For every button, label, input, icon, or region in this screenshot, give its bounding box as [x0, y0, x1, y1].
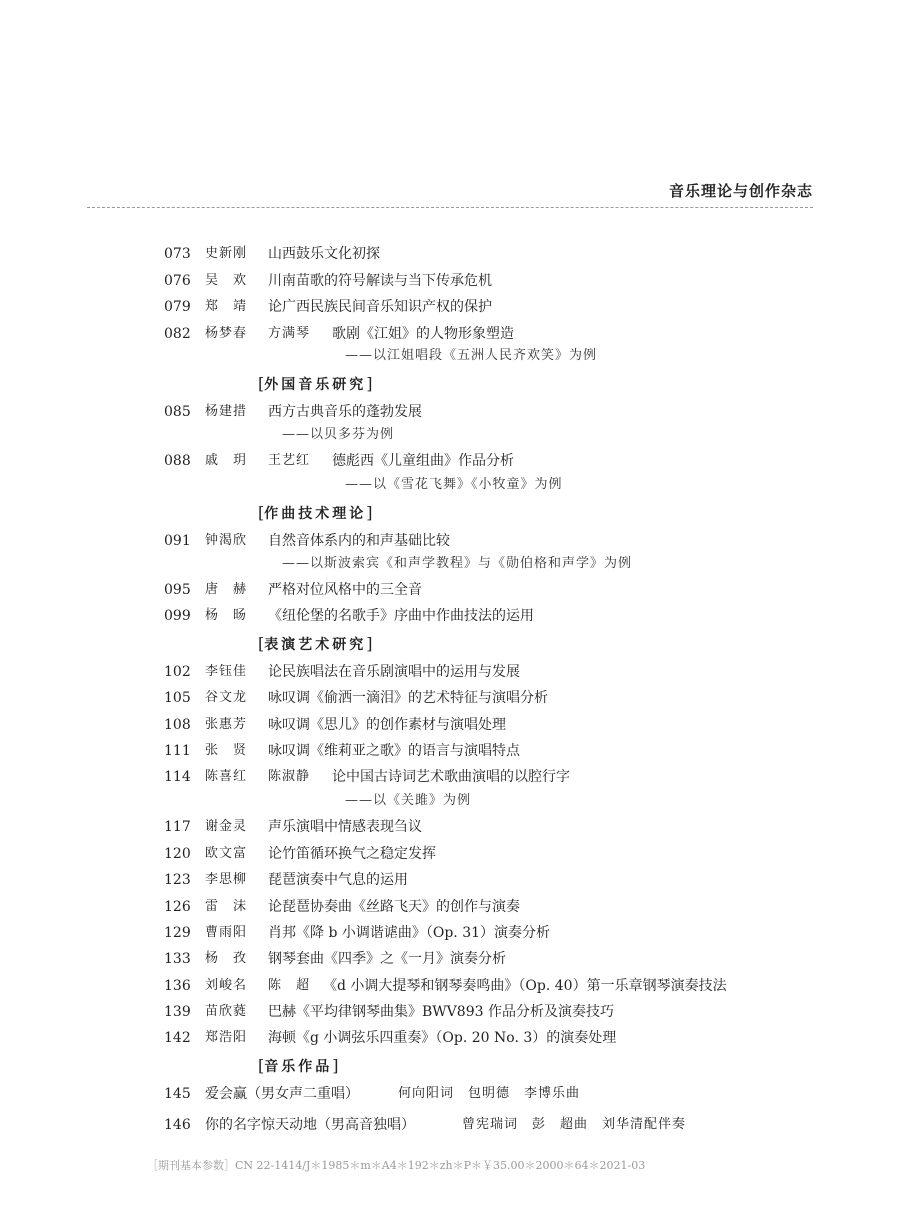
article-title: 钢琴套曲《四季》之《一月》演奏分析 [268, 951, 506, 967]
page-number: 114 [164, 769, 191, 785]
section-heading [258, 503, 373, 524]
author: 钟渴欣 [205, 533, 248, 548]
author: 谷文龙 [205, 690, 248, 705]
article-title: 德彪西《儿童组曲》作品分析 [332, 453, 514, 469]
article-title: 自然音体系内的和声基础比较 [268, 533, 450, 549]
co-author: 陈淑静 [268, 769, 311, 784]
author: 杨 旸 [205, 608, 248, 623]
co-author: 王艺红 [268, 453, 311, 468]
journal-parameters: ［期刊基本参数］CN 22-1414/J＊1985＊m＊A4＊192＊zh＊P＊￥35.00＊2000＊64＊2021-03 [147, 1159, 646, 1172]
bracket-left: [ [258, 503, 265, 522]
author: 苗欣蕤 [205, 1004, 248, 1019]
bracket-left: [ [258, 634, 265, 653]
page-number: 136 [164, 978, 191, 994]
article-title: 论中国古诗词艺术歌曲演唱的以腔行字 [332, 769, 570, 785]
page-number: 129 [164, 925, 191, 941]
article-title: 歌剧《江姐》的人物形象塑造 [332, 326, 514, 342]
author: 郑浩阳 [205, 1030, 248, 1045]
article-title: 海顿《g 小调弦乐四重奏》（Op. 20 No. 3）的演奏处理 [268, 1030, 617, 1046]
author: 戚 玥 [205, 453, 248, 468]
author: 刘峻名 [205, 978, 248, 993]
bracket-right: ] [366, 374, 373, 393]
author: 杨建措 [205, 404, 248, 419]
co-author: 方满琴 [268, 326, 311, 341]
author: 张惠芳 [205, 717, 248, 732]
page-number: 082 [164, 326, 191, 342]
article-subtitle: ——以《关雎》为例 [345, 793, 472, 808]
section-title-performance: 表演艺术研究 [264, 637, 367, 653]
bracket-left: [ [258, 1056, 265, 1075]
work-title: 爱会赢（男女声二重唱） [205, 1086, 359, 1102]
article-title: 咏叹调《维莉亚之歌》的语言与演唱特点 [268, 743, 520, 759]
page-number: 085 [164, 404, 191, 420]
article-title: 川南苗歌的符号解读与当下传承危机 [268, 273, 492, 289]
author: 李思柳 [205, 872, 248, 887]
author: 李钰佳 [205, 664, 248, 679]
article-title: 《纽伦堡的名歌手》序曲中作曲技法的运用 [268, 608, 534, 624]
author: 郑 靖 [205, 299, 248, 314]
bracket-left: [ [258, 374, 265, 393]
author: 吴 欢 [205, 273, 248, 288]
article-subtitle: ——以《雪花飞舞》《小牧童》为例 [345, 477, 563, 492]
article-title: 论广西民族民间音乐知识产权的保护 [268, 299, 492, 315]
page-number: 099 [164, 608, 191, 624]
page-number: 126 [164, 899, 191, 915]
page-number: 117 [164, 819, 191, 835]
author: 史新刚 [205, 246, 248, 261]
page-number: 102 [164, 664, 191, 680]
work-credits: 曾宪瑞词 彭 超曲 刘华清配伴奏 [462, 1117, 687, 1132]
article-title: 琵琶演奏中气息的运用 [268, 872, 408, 888]
article-title: 声乐演唱中情感表现刍议 [268, 819, 422, 835]
page-number: 146 [164, 1117, 191, 1133]
author: 谢金灵 [205, 819, 248, 834]
article-title: 山西鼓乐文化初探 [268, 246, 380, 262]
author: 张 贤 [205, 743, 248, 758]
article-subtitle: ——以江姐唱段《五洲人民齐欢笑》为例 [345, 348, 598, 363]
page-number: 120 [164, 846, 191, 862]
author: 陈喜红 [205, 769, 248, 784]
page-number: 088 [164, 453, 191, 469]
author: 杨梦春 [205, 326, 248, 341]
journal-title: 音乐理论与创作杂志 [668, 182, 813, 200]
article-title: 论民族唱法在音乐剧演唱中的运用与发展 [268, 664, 520, 680]
bracket-right: ] [332, 1056, 339, 1075]
author: 欧文富 [205, 846, 248, 861]
article-title: 巴赫《平均律钢琴曲集》BWV893 作品分析及演奏技巧 [268, 1004, 614, 1020]
section-heading [258, 634, 373, 655]
page-number: 073 [164, 246, 191, 262]
author: 雷 沫 [205, 899, 248, 914]
page-number: 142 [164, 1030, 191, 1046]
section-title-foreign: 外国音乐研究 [264, 377, 367, 393]
article-subtitle: ——以贝多芬为例 [282, 427, 395, 442]
page-number: 133 [164, 951, 191, 967]
article-title: 《d 小调大提琴和钢琴奏鸣曲》（Op. 40）第一乐章钢琴演奏技法 [323, 978, 727, 994]
page-number: 108 [164, 717, 191, 733]
article-title: 论琵琶协奏曲《丝路飞天》的创作与演奏 [268, 899, 520, 915]
article-title: 西方古典音乐的蓬勃发展 [268, 404, 422, 420]
work-title: 你的名字惊天动地（男高音独唱） [205, 1117, 415, 1133]
page-number: 091 [164, 533, 191, 549]
section-heading [258, 374, 373, 395]
author: 杨 孜 [205, 951, 248, 966]
page-number: 105 [164, 690, 191, 706]
co-author: 陈 超 [268, 978, 311, 993]
article-title: 肖邦《降 b 小调谐谑曲》（Op. 31）演奏分析 [268, 925, 551, 941]
article-subtitle: ——以斯波索宾《和声学教程》与《勋伯格和声学》为例 [282, 556, 633, 571]
page-number: 076 [164, 273, 191, 289]
page-number: 139 [164, 1004, 191, 1020]
article-title: 论竹笛循环换气之稳定发挥 [268, 846, 436, 862]
author: 曹雨阳 [205, 925, 248, 940]
bracket-right: ] [366, 634, 373, 653]
article-title: 咏叹调《偷洒一滴泪》的艺术特征与演唱分析 [268, 690, 548, 706]
author: 唐 赫 [205, 582, 248, 597]
bracket-right: ] [366, 503, 373, 522]
work-credits: 何向阳词 包明德 李博乐曲 [398, 1086, 581, 1101]
page-number: 111 [164, 743, 191, 759]
page-number: 095 [164, 582, 191, 598]
page-number: 145 [164, 1086, 191, 1102]
section-title-works: 音乐作品 [264, 1059, 333, 1075]
section-heading [258, 1056, 339, 1077]
article-title: 咏叹调《思儿》的创作素材与演唱处理 [268, 717, 506, 733]
page-number: 079 [164, 299, 191, 315]
section-title-composition: 作曲技术理论 [264, 506, 367, 522]
page-number: 123 [164, 872, 191, 888]
article-title: 严格对位风格中的三全音 [268, 582, 422, 598]
